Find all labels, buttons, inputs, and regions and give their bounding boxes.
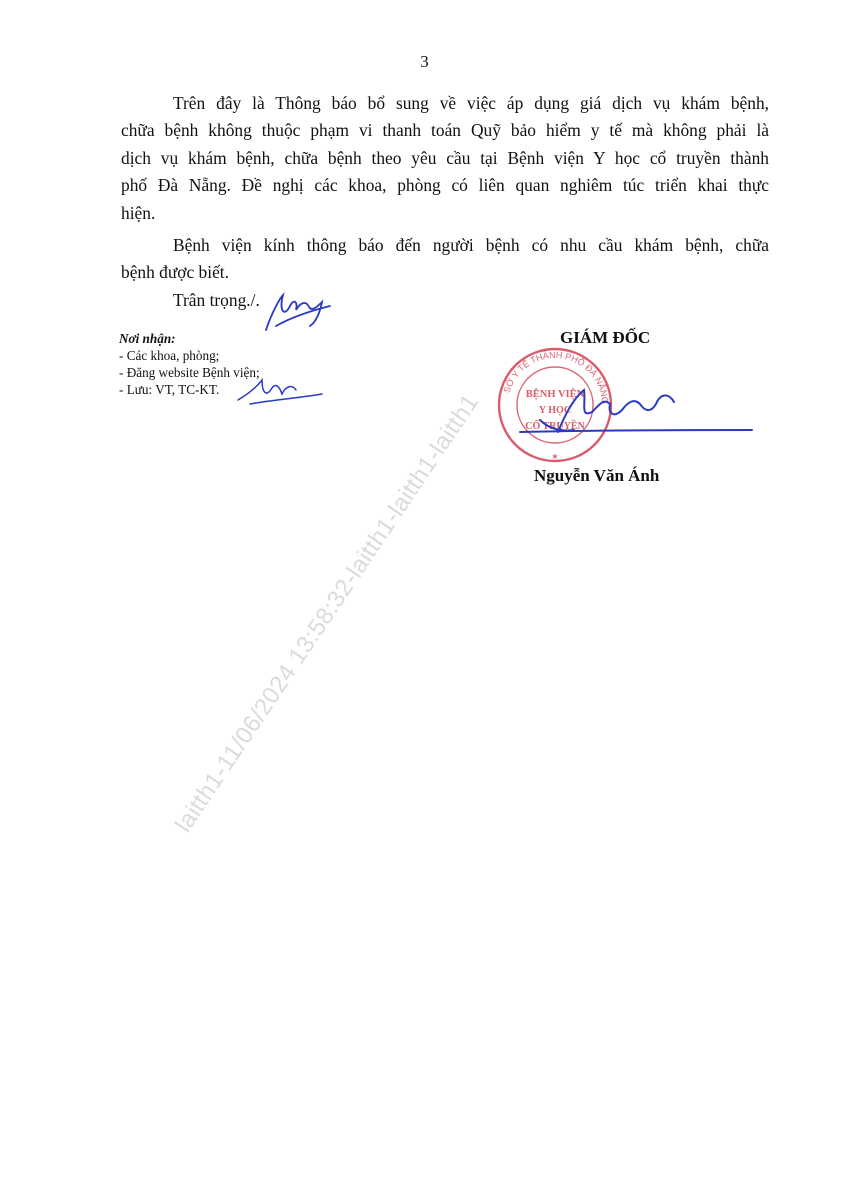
- page-number: 3: [420, 52, 429, 71]
- body-paragraph-2: [121, 232, 769, 287]
- paragraph-line: hiện.: [121, 202, 156, 223]
- paragraph-line: phố Đà Nẵng. Đề nghị các khoa, phòng có liên quan nghiêm túc triển khai thực: [121, 175, 769, 196]
- paragraph-line: dịch vụ khám bệnh, chữa bệnh theo yêu cầu tại Bệnh viện Y học cổ truyền thành: [121, 147, 769, 168]
- signatory-title: GIÁM ĐỐC: [560, 328, 651, 347]
- svg-text:Y HỌC: Y HỌC: [538, 405, 572, 416]
- initials-signature: [266, 295, 330, 330]
- recipients-title: Nơi nhận:: [119, 331, 176, 346]
- recipient-item: - Các khoa, phòng;: [119, 348, 220, 363]
- watermark-text: laitth1-11/06/2024 13:58:32-laitth1-laitth1-laitth1: [170, 389, 485, 838]
- svg-text:CỔ TRUYỀN: CỔ TRUYỀN: [525, 421, 585, 432]
- recipient-item: - Lưu: VT, TC-KT.: [119, 382, 220, 397]
- paragraph-line: Bệnh viện kính thông báo đến người bệnh có nhu cầu khám bệnh, chữa: [173, 235, 769, 255]
- svg-text:★: ★: [551, 452, 559, 461]
- svg-text:BỆNH VIỆN: BỆNH VIỆN: [525, 389, 585, 400]
- paragraph-line: chữa bệnh không thuộc phạm vi thanh toán Quỹ bảo hiểm y tế mà không phải là: [121, 120, 769, 141]
- paragraph-line: Trên đây là Thông báo bổ sung về việc áp dụng giá dịch vụ khám bệnh,: [173, 93, 769, 113]
- svg-text:SỞ Y TẾ THÀNH PHỐ ĐÀ: SỞ Y TẾ THÀNH PHỐ ĐÀ NẴNG: [501, 349, 611, 405]
- recipients-block: [119, 330, 260, 398]
- official-stamp: [495, 345, 615, 465]
- closing-line: Trân trọng./.: [173, 290, 260, 310]
- paragraph-line: bệnh được biết.: [121, 262, 229, 283]
- signatory-name: Nguyễn Văn Ánh: [534, 466, 660, 485]
- body-paragraph-1: [121, 90, 769, 227]
- recipient-item: - Đăng website Bệnh viện;: [119, 365, 260, 380]
